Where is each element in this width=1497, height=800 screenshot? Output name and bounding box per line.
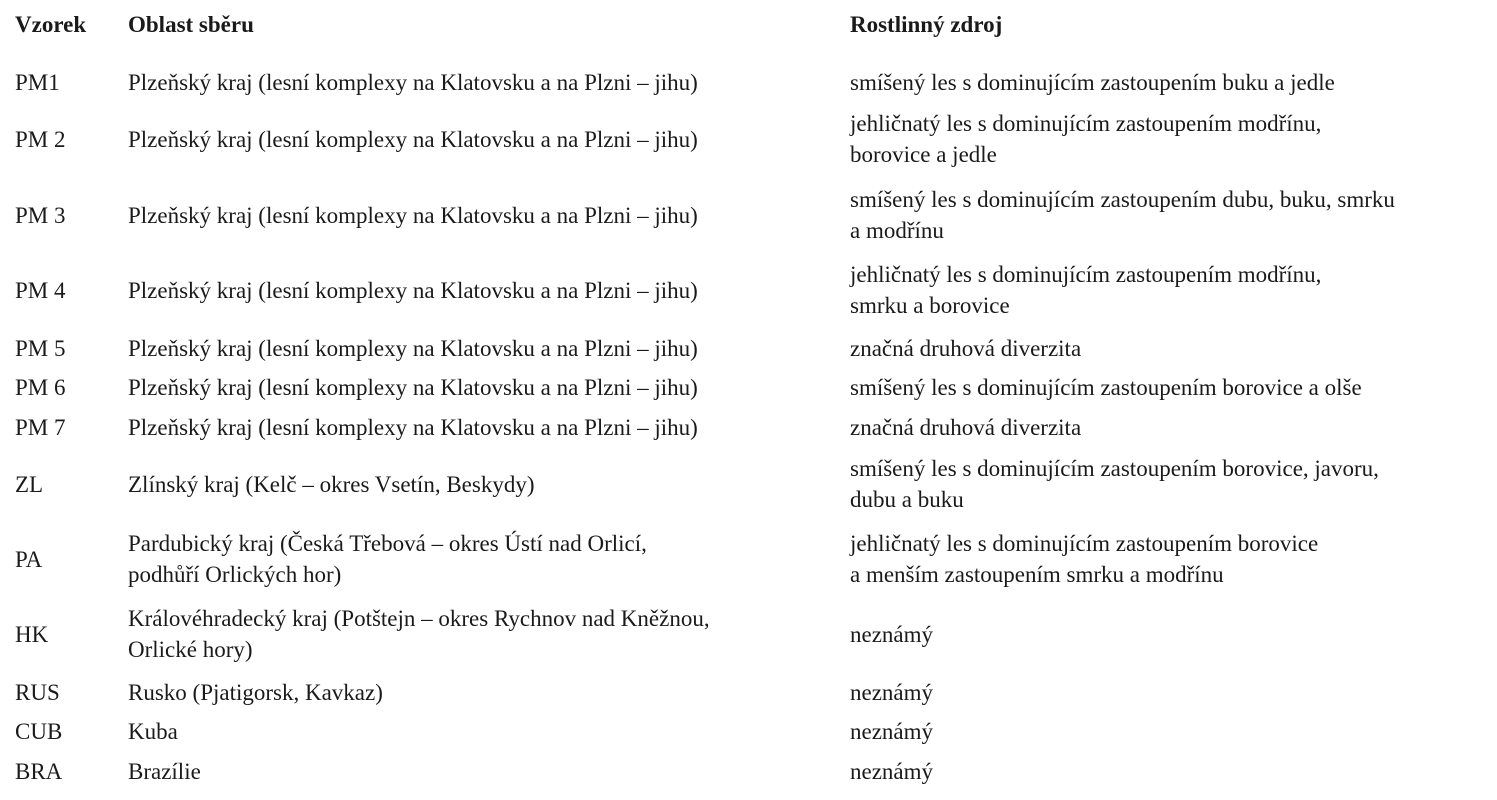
sample-code: PM 7 xyxy=(15,414,66,440)
sample-code: PM 5 xyxy=(15,335,66,361)
table-row xyxy=(0,183,1497,247)
table-row xyxy=(0,602,1497,666)
sample-code: PM 2 xyxy=(15,126,66,152)
sample-code: ZL xyxy=(15,471,44,497)
collection-area: Kuba xyxy=(128,718,178,744)
header-sample: Vzorek xyxy=(15,12,87,37)
collection-area: Rusko (Pjatigorsk, Kavkaz) xyxy=(128,679,383,705)
table-row xyxy=(0,712,1497,750)
table-row xyxy=(0,752,1497,790)
table-row xyxy=(0,368,1497,406)
table-row xyxy=(0,673,1497,711)
table-row xyxy=(0,62,1497,102)
collection-area: Plzeňský kraj (lesní komplexy na Klatovsku a na Plzni – jihu) xyxy=(128,202,698,228)
plant-source: jehličnatý les s dominujícím zastoupením borovice a menším zastoupením smrku a modřínu xyxy=(850,531,1319,587)
plant-source: smíšený les s dominujícím zastoupením borovice a olše xyxy=(850,374,1362,400)
collection-area: Brazílie xyxy=(128,758,201,784)
header-source: Rostlinný zdroj xyxy=(850,12,1003,37)
collection-area: Plzeňský kraj (lesní komplexy na Klatovsku a na Plzni – jihu) xyxy=(128,126,698,152)
collection-area: Plzeňský kraj (lesní komplexy na Klatovsku a na Plzni – jihu) xyxy=(128,335,698,361)
plant-source: neznámý xyxy=(850,679,934,705)
sample-code: BRA xyxy=(15,758,63,784)
collection-area: Plzeňský kraj (lesní komplexy na Klatovsku a na Plzni – jihu) xyxy=(128,374,698,400)
sample-code: PA xyxy=(15,546,43,572)
table-row xyxy=(0,107,1497,171)
sample-code: PM 6 xyxy=(15,374,66,400)
plant-source: značná druhová diverzita xyxy=(850,335,1082,361)
plant-source: neznámý xyxy=(850,621,934,647)
sample-code: PM 3 xyxy=(15,202,66,228)
sample-code: PM1 xyxy=(15,69,60,95)
collection-area: Královéhradecký kraj (Potštejn – okres Rychnov nad Kněžnou, Orlické hory) xyxy=(128,606,710,662)
collection-area: Pardubický kraj (Česká Třebová – okres Ústí nad Orlicí, podhůří Orlických hor) xyxy=(128,531,647,587)
plant-source: neznámý xyxy=(850,758,934,784)
collection-area: Plzeňský kraj (lesní komplexy na Klatovsku a na Plzni – jihu) xyxy=(128,277,698,303)
table-row xyxy=(0,408,1497,446)
plant-source: značná druhová diverzita xyxy=(850,414,1082,440)
sample-code: PM 4 xyxy=(15,277,66,303)
collection-area: Zlínský kraj (Kelč – okres Vsetín, Beskydy) xyxy=(128,471,535,497)
plant-source: jehličnatý les s dominujícím zastoupením modřínu, borovice a jedle xyxy=(850,111,1322,167)
table-row xyxy=(0,258,1497,322)
table-row xyxy=(0,452,1497,516)
plant-source: smíšený les s dominujícím zastoupením borovice, javoru, dubu a buku xyxy=(850,456,1379,512)
plant-source: smíšený les s dominujícím zastoupením dubu, buku, smrku a modřínu xyxy=(850,187,1395,243)
table-row xyxy=(0,329,1497,367)
sample-code: RUS xyxy=(15,679,60,705)
sample-code: HK xyxy=(15,621,49,647)
collection-area: Plzeňský kraj (lesní komplexy na Klatovsku a na Plzni – jihu) xyxy=(128,69,698,95)
plant-source: jehličnatý les s dominujícím zastoupením modřínu, smrku a borovice xyxy=(850,262,1322,318)
plant-source: neznámý xyxy=(850,718,934,744)
sample-code: CUB xyxy=(15,718,63,744)
header-area: Oblast sběru xyxy=(128,12,254,37)
collection-area: Plzeňský kraj (lesní komplexy na Klatovsku a na Plzni – jihu) xyxy=(128,414,698,440)
plant-source: smíšený les s dominujícím zastoupením buku a jedle xyxy=(850,69,1335,95)
table-row xyxy=(0,527,1497,591)
